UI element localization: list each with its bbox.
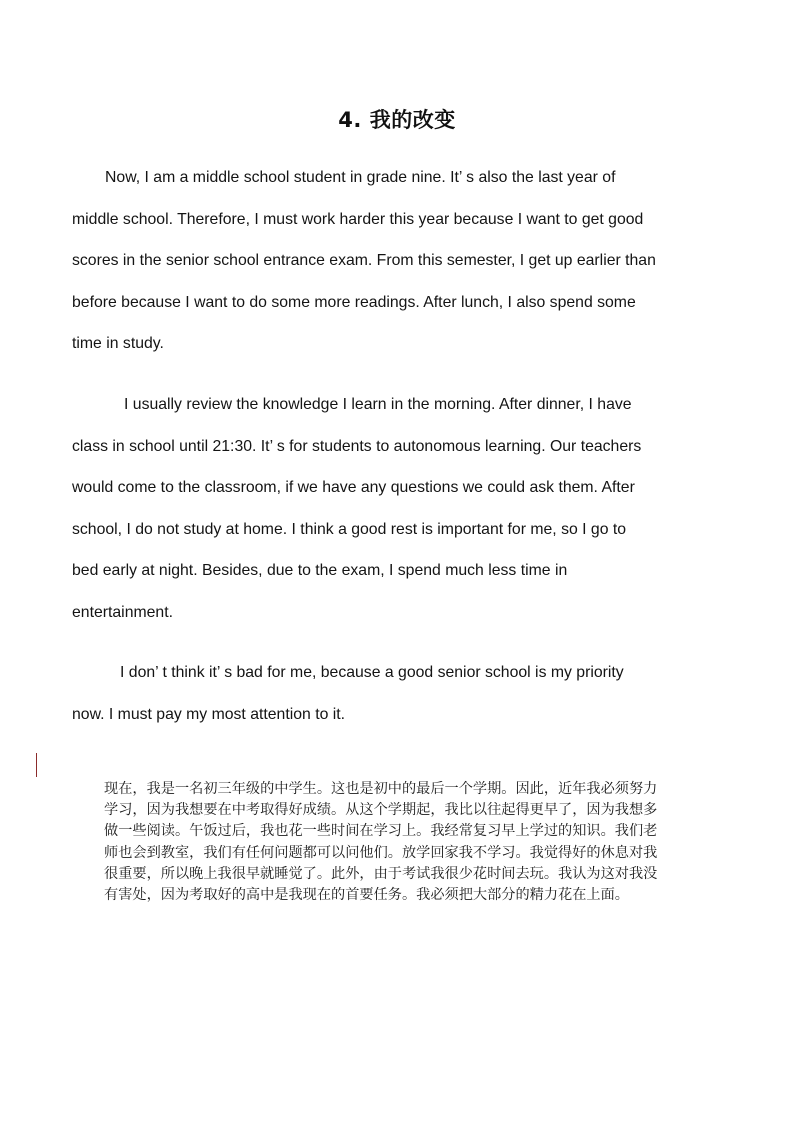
paragraph-line: school, I do not study at home. I think a good rest is important for me, so I go to (72, 520, 627, 538)
paragraph-line: class in school until 21:30. It’ s for students to autonomous learning. Our teachers (72, 437, 642, 455)
paragraph-line: I usually review the knowledge I learn in the morning. After dinner, I have (124, 396, 632, 413)
english-paragraph-3 (72, 652, 722, 735)
translation-line: 现在，我是一名初三年级的中学生。这也是初中的最后一个学期。因此，近年我必须努力 (104, 781, 658, 797)
translation-line: 师也会到教室，我们有任何问题都可以问他们。放学回家我不学习。我觉得好的休息对我 (104, 844, 658, 861)
translation-line: 有害处，因为考取好的高中是我现在的首要任务。我必须把大部分的精力花在上面。 (104, 887, 629, 904)
paragraph-line: before because I want to do some more readings. After lunch, I also spend some (72, 293, 636, 311)
paragraph-line: scores in the senior school entrance exam. From this semester, I get up earlier than (72, 252, 656, 270)
translation-line: 做一些阅读。午饭过后，我也花一些时间在学习上。我经常复习早上学过的知识。我们老 (104, 823, 658, 840)
english-paragraph-1 (72, 157, 722, 365)
translation-line: 学习，因为我想要在中考取得好成绩。从这个学期起，我比以往起得更早了，因为我想多 (104, 802, 658, 819)
text-cursor (36, 753, 37, 777)
paragraph-line: now. I must pay my most attention to it. (72, 705, 346, 723)
chinese-translation-paragraph (104, 779, 724, 906)
paragraph-line: middle school. Therefore, I must work harder this year because I want to get good (72, 210, 644, 228)
paragraph-line: I don’ t think it’ s bad for me, because a good senior school is my priority (120, 664, 624, 681)
paragraph-line: entertainment. (72, 603, 173, 621)
paragraph-line: would come to the classroom, if we have any questions we could ask them. After (72, 479, 635, 497)
english-paragraph-2 (72, 384, 722, 634)
document-title: 4. 我的改变 (338, 108, 456, 132)
paragraph-line: time in study. (72, 335, 164, 353)
paragraph-line: Now, I am a middle school student in grade nine. It’ s also the last year of (105, 169, 616, 186)
translation-line: 很重要，所以晚上我很早就睡觉了。此外，由于考试我很少花时间去玩。我认为这对我没 (104, 865, 658, 882)
paragraph-line: bed early at night. Besides, due to the exam, I spend much less time in (72, 562, 568, 580)
